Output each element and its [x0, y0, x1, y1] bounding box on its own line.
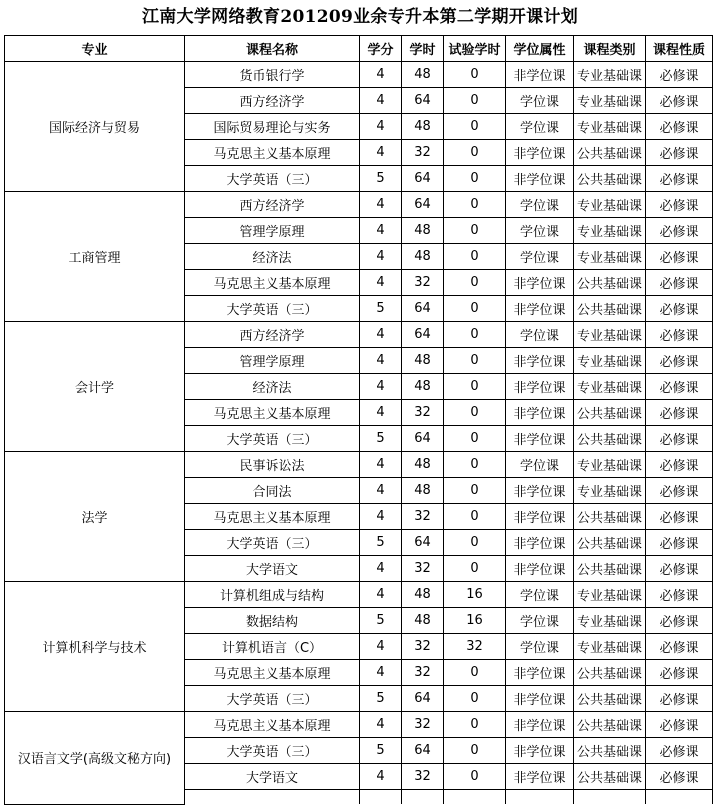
lab-hours-cell: 0 [444, 738, 506, 764]
course-name-cell: 大学英语（三） [185, 738, 360, 764]
lab-hours-cell: 0 [444, 88, 506, 114]
hours-cell: 48 [402, 374, 444, 400]
degree-attr-cell: 非学位课 [506, 478, 574, 504]
course-nature-cell: 必修课 [646, 660, 713, 686]
header-hours: 学时 [402, 36, 444, 62]
lab-hours-cell: 0 [444, 426, 506, 452]
lab-hours-cell: 0 [444, 452, 506, 478]
course-name-cell: 大学英语（三） [185, 686, 360, 712]
degree-attr-cell: 非学位课 [506, 140, 574, 166]
degree-attr-cell: 非学位课 [506, 400, 574, 426]
degree-attr-cell: 非学位课 [506, 426, 574, 452]
credits-cell: 4 [360, 140, 402, 166]
empty-cell [402, 790, 444, 805]
degree-attr-cell: 学位课 [506, 634, 574, 660]
course-category-cell: 专业基础课 [574, 582, 646, 608]
course-name-cell: 大学英语（三） [185, 530, 360, 556]
table-row [5, 62, 713, 88]
course-category-cell: 专业基础课 [574, 88, 646, 114]
table-row [5, 322, 713, 348]
degree-attr-cell: 学位课 [506, 452, 574, 478]
header-major: 专业 [5, 36, 185, 62]
hours-cell: 64 [402, 426, 444, 452]
lab-hours-cell: 0 [444, 62, 506, 88]
course-category-cell: 专业基础课 [574, 452, 646, 478]
degree-attr-cell: 非学位课 [506, 712, 574, 738]
course-name-cell: 大学英语（三） [185, 166, 360, 192]
header-degree-attr: 学位属性 [506, 36, 574, 62]
lab-hours-cell: 16 [444, 608, 506, 634]
hours-cell: 32 [402, 634, 444, 660]
header-row [5, 36, 713, 62]
degree-attr-cell: 学位课 [506, 582, 574, 608]
lab-hours-cell: 0 [444, 166, 506, 192]
hours-cell: 48 [402, 348, 444, 374]
hours-cell: 64 [402, 166, 444, 192]
hours-cell: 64 [402, 322, 444, 348]
credits-cell: 4 [360, 582, 402, 608]
course-category-cell: 公共基础课 [574, 738, 646, 764]
course-nature-cell: 必修课 [646, 478, 713, 504]
course-name-cell: 马克思主义基本原理 [185, 400, 360, 426]
credits-cell: 4 [360, 114, 402, 140]
course-name-cell: 马克思主义基本原理 [185, 712, 360, 738]
hours-cell: 48 [402, 452, 444, 478]
course-nature-cell: 必修课 [646, 322, 713, 348]
course-category-cell: 专业基础课 [574, 322, 646, 348]
page-title: 江南大学网络教育201209业余专升本第二学期开课计划 [141, 7, 579, 27]
header-credits: 学分 [360, 36, 402, 62]
header-course-category: 课程类别 [574, 36, 646, 62]
credits-cell: 4 [360, 218, 402, 244]
course-nature-cell: 必修课 [646, 582, 713, 608]
degree-attr-cell: 非学位课 [506, 374, 574, 400]
credits-cell: 5 [360, 686, 402, 712]
course-category-cell: 专业基础课 [574, 192, 646, 218]
degree-attr-cell: 学位课 [506, 218, 574, 244]
course-name-cell: 大学英语（三） [185, 426, 360, 452]
credits-cell: 4 [360, 62, 402, 88]
course-category-cell: 公共基础课 [574, 296, 646, 322]
degree-attr-cell: 非学位课 [506, 686, 574, 712]
course-name-cell: 货币银行学 [185, 62, 360, 88]
course-name-cell: 西方经济学 [185, 88, 360, 114]
course-nature-cell: 必修课 [646, 374, 713, 400]
course-category-cell: 专业基础课 [574, 478, 646, 504]
credits-cell: 5 [360, 426, 402, 452]
course-nature-cell: 必修课 [646, 218, 713, 244]
credits-cell: 4 [360, 452, 402, 478]
course-nature-cell: 必修课 [646, 348, 713, 374]
empty-cell [646, 790, 713, 805]
course-name-cell: 马克思主义基本原理 [185, 660, 360, 686]
credits-cell: 5 [360, 166, 402, 192]
course-nature-cell: 必修课 [646, 62, 713, 88]
credits-cell: 5 [360, 296, 402, 322]
lab-hours-cell: 0 [444, 322, 506, 348]
lab-hours-cell: 0 [444, 270, 506, 296]
lab-hours-cell: 0 [444, 114, 506, 140]
course-category-cell: 专业基础课 [574, 374, 646, 400]
major-cell: 工商管理 [5, 192, 185, 322]
credits-cell: 4 [360, 400, 402, 426]
course-nature-cell: 必修课 [646, 530, 713, 556]
course-category-cell: 公共基础课 [574, 140, 646, 166]
major-cell: 法学 [5, 452, 185, 582]
degree-attr-cell: 学位课 [506, 88, 574, 114]
course-name-cell: 国际贸易理论与实务 [185, 114, 360, 140]
course-nature-cell: 必修课 [646, 426, 713, 452]
course-name-cell: 西方经济学 [185, 192, 360, 218]
course-nature-cell: 必修课 [646, 296, 713, 322]
course-name-cell: 马克思主义基本原理 [185, 270, 360, 296]
credits-cell: 4 [360, 660, 402, 686]
degree-attr-cell: 学位课 [506, 608, 574, 634]
hours-cell: 48 [402, 62, 444, 88]
major-cell: 国际经济与贸易 [5, 62, 185, 192]
course-name-cell: 计算机语言（C） [185, 634, 360, 660]
hours-cell: 48 [402, 244, 444, 270]
lab-hours-cell: 0 [444, 140, 506, 166]
hours-cell: 32 [402, 504, 444, 530]
lab-hours-cell: 16 [444, 582, 506, 608]
course-nature-cell: 必修课 [646, 634, 713, 660]
course-nature-cell: 必修课 [646, 244, 713, 270]
lab-hours-cell: 0 [444, 374, 506, 400]
empty-cell [185, 790, 360, 805]
lab-hours-cell: 0 [444, 296, 506, 322]
credits-cell: 4 [360, 712, 402, 738]
course-nature-cell: 必修课 [646, 270, 713, 296]
hours-cell: 32 [402, 270, 444, 296]
course-nature-cell: 必修课 [646, 114, 713, 140]
credits-cell: 4 [360, 504, 402, 530]
course-name-cell: 大学英语（三） [185, 296, 360, 322]
hours-cell: 32 [402, 556, 444, 582]
course-category-cell: 专业基础课 [574, 114, 646, 140]
course-nature-cell: 必修课 [646, 712, 713, 738]
course-nature-cell: 必修课 [646, 166, 713, 192]
degree-attr-cell: 非学位课 [506, 348, 574, 374]
course-name-cell: 计算机组成与结构 [185, 582, 360, 608]
degree-attr-cell: 非学位课 [506, 296, 574, 322]
course-category-cell: 专业基础课 [574, 62, 646, 88]
empty-cell [360, 790, 402, 805]
credits-cell: 4 [360, 478, 402, 504]
course-name-cell: 管理学原理 [185, 218, 360, 244]
course-category-cell: 公共基础课 [574, 166, 646, 192]
hours-cell: 32 [402, 140, 444, 166]
credits-cell: 4 [360, 374, 402, 400]
course-name-cell: 数据结构 [185, 608, 360, 634]
course-name-cell: 马克思主义基本原理 [185, 504, 360, 530]
hours-cell: 32 [402, 400, 444, 426]
course-category-cell: 公共基础课 [574, 426, 646, 452]
degree-attr-cell: 非学位课 [506, 660, 574, 686]
credits-cell: 4 [360, 764, 402, 790]
course-name-cell: 大学语文 [185, 764, 360, 790]
lab-hours-cell: 0 [444, 400, 506, 426]
credits-cell: 4 [360, 556, 402, 582]
degree-attr-cell: 非学位课 [506, 738, 574, 764]
course-nature-cell: 必修课 [646, 738, 713, 764]
course-category-cell: 公共基础课 [574, 504, 646, 530]
hours-cell: 32 [402, 712, 444, 738]
course-nature-cell: 必修课 [646, 140, 713, 166]
hours-cell: 64 [402, 296, 444, 322]
lab-hours-cell: 0 [444, 764, 506, 790]
major-cell: 计算机科学与技术 [5, 582, 185, 712]
hours-cell: 64 [402, 530, 444, 556]
table-row [5, 712, 713, 738]
course-category-cell: 专业基础课 [574, 608, 646, 634]
lab-hours-cell: 0 [444, 504, 506, 530]
degree-attr-cell: 非学位课 [506, 504, 574, 530]
degree-attr-cell: 学位课 [506, 114, 574, 140]
lab-hours-cell: 0 [444, 348, 506, 374]
hours-cell: 48 [402, 114, 444, 140]
table-row [5, 582, 713, 608]
course-category-cell: 公共基础课 [574, 530, 646, 556]
lab-hours-cell: 32 [444, 634, 506, 660]
course-name-cell: 经济法 [185, 374, 360, 400]
degree-attr-cell: 非学位课 [506, 530, 574, 556]
course-category-cell: 公共基础课 [574, 712, 646, 738]
course-category-cell: 专业基础课 [574, 634, 646, 660]
credits-cell: 5 [360, 738, 402, 764]
hours-cell: 48 [402, 218, 444, 244]
lab-hours-cell: 0 [444, 686, 506, 712]
table-row [5, 452, 713, 478]
lab-hours-cell: 0 [444, 712, 506, 738]
hours-cell: 48 [402, 478, 444, 504]
hours-cell: 64 [402, 738, 444, 764]
empty-cell [574, 790, 646, 805]
course-category-cell: 专业基础课 [574, 218, 646, 244]
course-name-cell: 马克思主义基本原理 [185, 140, 360, 166]
hours-cell: 48 [402, 582, 444, 608]
hours-cell: 64 [402, 686, 444, 712]
table-row [5, 192, 713, 218]
course-nature-cell: 必修课 [646, 88, 713, 114]
course-category-cell: 公共基础课 [574, 686, 646, 712]
credits-cell: 4 [360, 270, 402, 296]
credits-cell: 4 [360, 192, 402, 218]
degree-attr-cell: 学位课 [506, 244, 574, 270]
course-nature-cell: 必修课 [646, 686, 713, 712]
degree-attr-cell: 学位课 [506, 322, 574, 348]
hours-cell: 48 [402, 608, 444, 634]
lab-hours-cell: 0 [444, 660, 506, 686]
course-nature-cell: 必修课 [646, 400, 713, 426]
lab-hours-cell: 0 [444, 478, 506, 504]
credits-cell: 4 [360, 322, 402, 348]
lab-hours-cell: 0 [444, 556, 506, 582]
degree-attr-cell: 非学位课 [506, 62, 574, 88]
hours-cell: 32 [402, 764, 444, 790]
course-nature-cell: 必修课 [646, 764, 713, 790]
hours-cell: 64 [402, 192, 444, 218]
degree-attr-cell: 非学位课 [506, 764, 574, 790]
header-course-nature: 课程性质 [646, 36, 713, 62]
hours-cell: 32 [402, 660, 444, 686]
course-nature-cell: 必修课 [646, 608, 713, 634]
credits-cell: 4 [360, 88, 402, 114]
course-name-cell: 经济法 [185, 244, 360, 270]
credits-cell: 4 [360, 634, 402, 660]
degree-attr-cell: 非学位课 [506, 556, 574, 582]
credits-cell: 4 [360, 244, 402, 270]
course-category-cell: 公共基础课 [574, 764, 646, 790]
course-category-cell: 公共基础课 [574, 270, 646, 296]
course-nature-cell: 必修课 [646, 556, 713, 582]
lab-hours-cell: 0 [444, 530, 506, 556]
degree-attr-cell: 非学位课 [506, 270, 574, 296]
course-plan-table [4, 35, 713, 805]
course-name-cell: 民事诉讼法 [185, 452, 360, 478]
course-name-cell: 西方经济学 [185, 322, 360, 348]
degree-attr-cell: 学位课 [506, 192, 574, 218]
course-name-cell: 管理学原理 [185, 348, 360, 374]
course-name-cell: 大学语文 [185, 556, 360, 582]
major-cell: 汉语言文学(高级文秘方向) [5, 712, 185, 805]
course-nature-cell: 必修课 [646, 192, 713, 218]
lab-hours-cell: 0 [444, 244, 506, 270]
course-category-cell: 公共基础课 [574, 400, 646, 426]
course-category-cell: 专业基础课 [574, 348, 646, 374]
hours-cell: 64 [402, 88, 444, 114]
lab-hours-cell: 0 [444, 192, 506, 218]
course-name-cell: 合同法 [185, 478, 360, 504]
degree-attr-cell: 非学位课 [506, 166, 574, 192]
credits-cell: 5 [360, 608, 402, 634]
course-nature-cell: 必修课 [646, 504, 713, 530]
course-category-cell: 专业基础课 [574, 244, 646, 270]
course-category-cell: 公共基础课 [574, 660, 646, 686]
header-lab-hours: 试验学时 [444, 36, 506, 62]
course-nature-cell: 必修课 [646, 452, 713, 478]
lab-hours-cell: 0 [444, 218, 506, 244]
header-course-name: 课程名称 [185, 36, 360, 62]
credits-cell: 4 [360, 348, 402, 374]
empty-cell [506, 790, 574, 805]
course-category-cell: 公共基础课 [574, 556, 646, 582]
major-cell: 会计学 [5, 322, 185, 452]
empty-cell [444, 790, 506, 805]
credits-cell: 5 [360, 530, 402, 556]
